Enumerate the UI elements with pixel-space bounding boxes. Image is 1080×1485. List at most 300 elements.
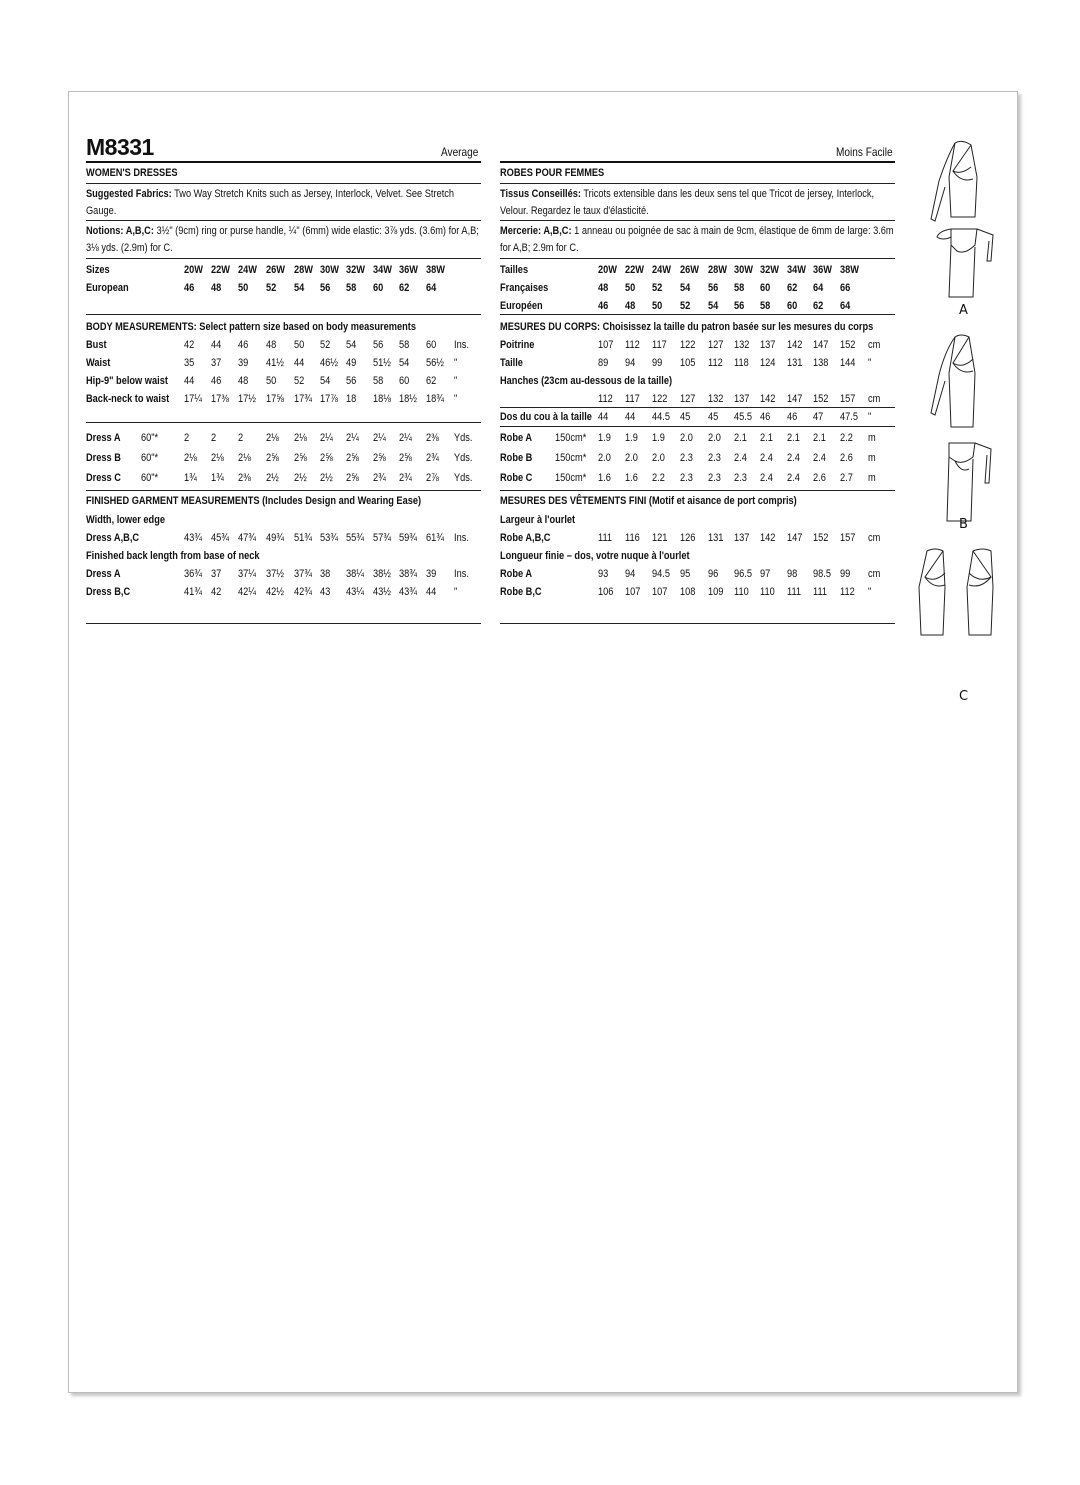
value-cell: 62 [426,375,437,387]
unit: " [454,357,458,369]
value-cell: 42¾ [294,586,312,598]
table-row [86,393,481,406]
value-cell: 111 [813,586,828,598]
value-cell: 34W [373,264,393,276]
value-cell: 20W [184,264,204,276]
value-cell: 132 [708,393,724,405]
value-cell: 89 [598,357,609,369]
value-cell: 1.6 [598,472,611,484]
row-label: Dress A [86,568,121,580]
value-cell: 2.0 [652,452,665,464]
value-cell: 109 [708,586,724,598]
row-label: Robe B,C [500,586,542,598]
row-label: Bust [86,339,107,351]
value-cell: 46 [787,411,798,423]
value-cell: 112 [625,339,640,351]
finished-measurements-heading: FINISHED GARMENT MEASUREMENTS (Includes Design and Wearing Ease) [86,495,422,507]
fabrics-label-fr: Tissus Conseillés: [500,188,581,200]
value-cell: 52 [266,282,277,294]
value-cell: 2½ [266,472,279,484]
value-cell: 2.0 [598,452,611,464]
divider [86,258,481,259]
value-cell: 2½ [294,472,307,484]
value-cell: 44 [426,586,437,598]
value-cell: 46 [598,300,609,312]
value-cell: 2⅝ [346,472,359,484]
sizes-row [86,264,481,277]
garment-sketches [917,137,1011,704]
value-cell: 111 [787,586,802,598]
value-cell: 108 [680,586,696,598]
unit: " [454,393,458,405]
value-cell: 17½ [238,393,256,405]
value-cell: 54 [320,375,331,387]
value-cell: 48 [598,282,609,294]
yardage-row [86,432,481,445]
value-cell: 1.9 [598,432,611,444]
value-cell: 49¾ [266,532,284,544]
value-cell: 127 [680,393,696,405]
value-cell: 2.4 [760,472,773,484]
value-cell: 45.5 [734,411,752,423]
value-cell: 98.5 [813,568,831,580]
unit: m [868,472,876,484]
divider [500,426,895,427]
value-cell: 2¼ [320,432,333,444]
value-cell: 36W [813,264,833,276]
value-cell: 2⅜ [426,432,439,444]
length-label-fr: Longueur finie – dos, votre nuque à l'ourlet [500,550,690,562]
value-cell: 47¾ [238,532,256,544]
value-cell: 39 [238,357,249,369]
value-cell: 30W [734,264,754,276]
value-cell: 17¼ [184,393,202,405]
table-row [500,586,895,599]
value-cell: 2 [184,432,190,444]
unit: m [868,452,876,464]
row-label: Hip-9" below waist [86,375,168,387]
value-cell: 62 [399,282,410,294]
value-cell: 2.3 [708,452,721,464]
divider [86,314,481,315]
value-cell: 38W [426,264,446,276]
value-cell: 45¾ [211,532,229,544]
value-cell: 55¾ [346,532,364,544]
table-row [86,357,481,370]
unit: Ins. [454,532,469,544]
suggested-fabrics-fr [500,186,895,220]
value-cell: 36¾ [184,568,202,580]
row-label: Back-neck to waist [86,393,170,405]
hip-label-fr: Hanches (23cm au-dessous de la taille) [500,375,673,387]
value-cell: 26W [680,264,700,276]
value-cell: 2.6 [813,472,826,484]
value-cell: 60 [787,300,798,312]
value-cell: 54 [346,339,357,351]
pattern-sheet [68,91,1018,1393]
value-cell: 64 [840,300,851,312]
value-cell: 138 [813,357,829,369]
value-cell: 39 [426,568,437,580]
value-cell: 51½ [373,357,391,369]
divider [86,490,481,491]
notions-text-fr: 1 anneau ou poignée de sac à main de 9cm, élastique de 6mm de large: 3.6m for A,B; 2.9m for C. [500,225,894,254]
header-rule [86,161,481,163]
value-cell: 107 [598,339,614,351]
value-cell: 37¼ [238,568,256,580]
back-row-fr [500,411,895,424]
value-cell: 60 [426,339,437,351]
value-cell: 2.3 [734,472,747,484]
sizes-row-fr [500,264,895,277]
value-cell: 2¼ [346,432,359,444]
value-cell: 52 [320,339,331,351]
value-cell: 2.7 [840,472,853,484]
fabrics-label: Suggested Fabrics: [86,188,172,200]
value-cell: 106 [598,586,614,598]
table-row [500,357,895,370]
value-cell: 2⅝ [266,452,279,464]
row-label: Dress A [86,432,121,444]
value-cell: 111 [598,532,613,544]
value-cell: 2.4 [734,452,747,464]
value-cell: 38¾ [399,568,417,580]
european-sizes-row [86,282,481,295]
value-cell: 58 [399,339,410,351]
value-cell: 64 [813,282,824,294]
value-cell: 152 [840,339,856,351]
value-cell: 122 [652,393,668,405]
value-cell: 121 [652,532,668,544]
value-cell: 110 [760,586,775,598]
value-cell: 41¾ [184,586,202,598]
unit: Ins. [454,339,469,351]
value-cell: 96.5 [734,568,752,580]
divider [500,490,895,491]
value-cell: 46½ [320,357,338,369]
yardage-row [500,452,895,465]
value-cell: 2⅛ [266,432,279,444]
value-cell: 2.6 [840,452,853,464]
yardage-row [500,432,895,445]
value-cell: 2.1 [813,432,826,444]
unit: " [868,357,872,369]
unit: " [868,586,872,598]
value-cell: 117 [652,339,667,351]
value-cell: 51¾ [294,532,312,544]
difficulty-level-fr: Moins Facile [836,145,893,159]
value-cell: 147 [787,532,803,544]
notions-label-fr: Mercerie: A,B,C: [500,225,572,237]
value-cell: 2⅛ [184,452,197,464]
value-cell: 44 [184,375,195,387]
divider [500,314,895,315]
value-cell: 52 [680,300,691,312]
value-cell: 46 [238,339,249,351]
row-label: European [86,282,129,294]
value-cell: 64 [426,282,437,294]
divider [500,220,895,221]
value-cell: 42 [184,339,195,351]
value-cell: 137 [734,532,750,544]
value-cell: 2.3 [680,472,693,484]
european-sizes-row-fr [500,300,895,313]
value-cell: 2¾ [399,472,412,484]
value-cell: 2.1 [787,432,800,444]
value-cell: 47 [813,411,824,423]
value-cell: 43¼ [346,586,364,598]
unit: cm [868,339,881,351]
value-cell: 2.0 [625,452,638,464]
row-label: Dress C [86,472,121,484]
value-cell: 98 [787,568,798,580]
value-cell: 110 [734,586,749,598]
value-cell: 94.5 [652,568,670,580]
value-cell: 142 [760,393,776,405]
value-cell: 42¼ [238,586,256,598]
row-label: Robe C [500,472,533,484]
value-cell: 24W [652,264,672,276]
value-cell: 22W [625,264,645,276]
value-cell: 2.2 [840,432,853,444]
value-cell: 2.1 [734,432,747,444]
divider [86,220,481,221]
row-label: Robe A [500,432,532,444]
value-cell: 126 [680,532,696,544]
value-cell: 2⅛ [238,452,251,464]
notions-fr [500,223,895,257]
value-cell: 37½ [266,568,284,580]
value-cell: 17¾ [294,393,312,405]
value-cell: 2.3 [680,452,693,464]
value-cell: 2½ [320,472,333,484]
row-label: Dress B [86,452,121,464]
header-rule [500,161,895,163]
value-cell: 131 [787,357,803,369]
value-cell: 97 [760,568,771,580]
section-title: WOMEN'S DRESSES [86,167,178,179]
value-cell: 44 [598,411,609,423]
width-row-fr [500,532,895,545]
value-cell: 48 [625,300,636,312]
value-cell: 17⅜ [211,393,229,405]
value-cell: 43½ [373,586,391,598]
width-label-fr: Largeur à l'ourlet [500,514,576,526]
table-row [86,568,481,581]
divider [86,422,481,423]
value-cell: 124 [760,357,776,369]
value-cell: 1.9 [625,432,638,444]
value-cell: 48 [238,375,249,387]
value-cell: 2.3 [708,472,721,484]
value-cell: 132 [734,339,750,351]
value-cell: 50 [294,339,305,351]
value-cell: 147 [813,339,829,351]
value-cell: 22W [211,264,231,276]
value-cell: 18¾ [426,393,444,405]
value-cell: 62 [813,300,824,312]
value-cell: 38 [320,568,331,580]
value-cell: 152 [813,393,829,405]
unit: " [454,586,458,598]
table-row [86,586,481,599]
value-cell: 44.5 [652,411,670,423]
fabric-width: 150cm* [555,432,587,444]
value-cell: 112 [598,393,613,405]
value-cell: 56 [346,375,357,387]
value-cell: 2⅝ [373,452,386,464]
value-cell: 47.5 [840,411,858,423]
divider [86,183,481,184]
value-cell: 46 [184,282,195,294]
row-label: Européen [500,300,543,312]
value-cell: 45 [680,411,691,423]
value-cell: 112 [840,586,855,598]
value-cell: 96 [708,568,719,580]
value-cell: 127 [708,339,724,351]
value-cell: 1.6 [625,472,638,484]
value-cell: 2.1 [760,432,773,444]
value-cell: 60 [760,282,771,294]
value-cell: 57¾ [373,532,391,544]
unit: cm [868,568,881,580]
unit: Ins. [454,568,469,580]
value-cell: 1¾ [211,472,224,484]
value-cell: 157 [840,532,856,544]
value-cell: 2¼ [373,432,386,444]
value-cell: 142 [787,339,803,351]
divider [86,623,481,624]
value-cell: 93 [598,568,609,580]
value-cell: 2 [238,432,244,444]
value-cell: 56 [708,282,719,294]
value-cell: 99 [840,568,851,580]
dress-a-front-sketch [931,141,977,221]
unit: " [868,411,872,423]
sketch-label-c: C [959,689,969,704]
value-cell: 52 [652,282,663,294]
value-cell: 26W [266,264,286,276]
value-cell: 37¾ [294,568,312,580]
value-cell: 117 [625,393,640,405]
body-measurements-heading-fr: MESURES DU CORPS: Choisissez la taille du patron basée sur les mesures du corps [500,321,874,333]
value-cell: 107 [625,586,641,598]
value-cell: 30W [320,264,340,276]
value-cell: 116 [625,532,640,544]
value-cell: 2.0 [708,432,721,444]
row-label: Dos du cou à la taille [500,411,592,423]
value-cell: 2¾ [373,472,386,484]
value-cell: 131 [708,532,724,544]
sketch-label-a: A [959,303,968,318]
value-cell: 53¾ [320,532,338,544]
value-cell: 152 [813,532,829,544]
value-cell: 50 [266,375,277,387]
value-cell: 56 [320,282,331,294]
value-cell: 137 [760,339,776,351]
fabric-width: 60"* [141,432,159,444]
value-cell: 2.4 [787,472,800,484]
divider [500,183,895,184]
finished-measurements-heading-fr: MESURES DES VÊTEMENTS FINI (Motif et aisance de port compris) [500,495,797,507]
value-cell: 107 [652,586,668,598]
value-cell: 94 [625,568,636,580]
row-label: Françaises [500,282,549,294]
value-cell: 41½ [266,357,284,369]
fabric-width: 60"* [141,472,159,484]
value-cell: 17⅞ [320,393,338,405]
value-cell: 50 [625,282,636,294]
value-cell: 2⅝ [294,452,307,464]
unit: Yds. [454,452,473,464]
value-cell: 54 [680,282,691,294]
value-cell: 46 [760,411,771,423]
yardage-row [500,472,895,485]
value-cell: 61¾ [426,532,444,544]
value-cell: 58 [760,300,771,312]
value-cell: 18½ [399,393,417,405]
value-cell: 52 [294,375,305,387]
value-cell: 105 [680,357,696,369]
value-cell: 18⅛ [373,393,391,405]
value-cell: 60 [399,375,410,387]
table-row [500,339,895,352]
value-cell: 54 [399,357,410,369]
value-cell: 66 [840,282,851,294]
value-cell: 2⅞ [426,472,439,484]
value-cell: 50 [652,300,663,312]
yardage-row [86,452,481,465]
value-cell: 59¾ [399,532,417,544]
fabric-width: 150cm* [555,452,587,464]
value-cell: 49 [346,357,357,369]
fabrics-text-fr: Tricots extensible dans les deux sens tel que Tricot de jersey, Interlock, Velour. Regardez le taux d'élasticité. [500,188,875,217]
value-cell: 95 [680,568,691,580]
value-cell: 20W [598,264,618,276]
value-cell: 2¾ [426,452,439,464]
value-cell: 62 [787,282,798,294]
row-label: Waist [86,357,111,369]
value-cell: 43¾ [399,586,417,598]
value-cell: 2¼ [399,432,412,444]
notions-text: 3½" (9cm) ring or purse handle, ¼" (6mm) wide elastic: 3⅞ yds. (3.6m) for A,B; 3⅛ yds. (2.9m) for C. [86,225,479,254]
fabric-width: 150cm* [555,472,587,484]
dress-b-front-sketch [931,335,975,427]
value-cell: 17⅝ [266,393,284,405]
french-sizes-row [500,282,895,295]
divider [500,258,895,259]
value-cell: 44 [294,357,305,369]
length-label: Finished back length from base of neck [86,550,260,562]
dress-sketch-illustrations [917,137,1011,662]
value-cell: 28W [708,264,728,276]
value-cell: 36W [399,264,419,276]
value-cell: 2.4 [760,452,773,464]
difficulty-level: Average [441,145,479,159]
row-label: Dress A,B,C [86,532,140,544]
value-cell: 58 [734,282,745,294]
value-cell: 118 [734,357,749,369]
dress-b-back-sketch [947,443,991,521]
unit: cm [868,532,881,544]
fabric-width: 60"* [141,452,159,464]
width-label: Width, lower edge [86,514,165,526]
value-cell: 2⅝ [346,452,359,464]
table-row [86,375,481,388]
value-cell: 37 [211,357,222,369]
divider [500,407,895,408]
value-cell: 54 [708,300,719,312]
